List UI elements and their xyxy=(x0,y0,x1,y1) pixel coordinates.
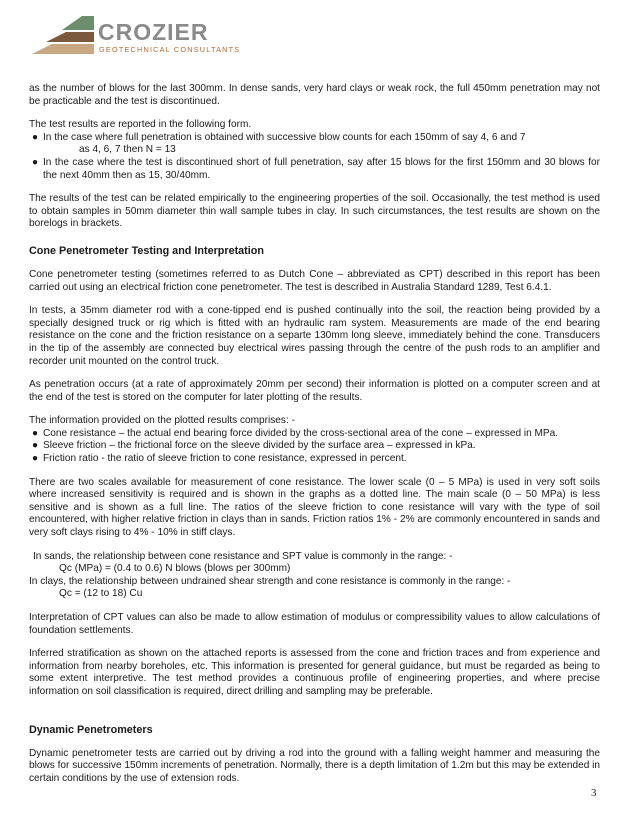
list-item-text: In the case where full penetration is obtained with successive blow counts for each 150mm of say 4, 6 and 7 xyxy=(43,131,526,143)
document-body xyxy=(29,83,600,785)
section-heading-dynamic: Dynamic Penetrometers xyxy=(29,723,153,736)
formula-clays: Qc = (12 to 18) Cu xyxy=(59,588,143,600)
list-item xyxy=(29,157,600,182)
bullet-icon: ● xyxy=(32,440,39,452)
paragraph-results-form: The test results are reported in the following form. xyxy=(29,119,252,131)
paragraph-plotted-results: The information provided on the plotted results comprises: - xyxy=(29,415,295,427)
paragraph-results-relation: The results of the test can be related empirically to the engineering properties of the soil. Occasionally, the test method is used to obtain samples in 50mm diameter thin wall sample tubes in clay. In such circumstances, the test results are shown on the borelogs in brackets. xyxy=(29,193,600,230)
paragraph-dynamic: Dynamic penetrometer tests are carried out by driving a rod into the ground with a falling weight hammer and measuring the blows for successive 150mm increments of penetration. Normally, there is a depth limitation of 1.2m but this may be extended in certain conditions by the use of extension rods. xyxy=(29,747,600,784)
logo-stripe-brown xyxy=(46,32,94,42)
paragraph-cpt-plotting: As penetration occurs (at a rate of approximately 20mm per second) their information is plotted on a computer screen and at the end of the test is stored on the computer for later plotting of the results. xyxy=(29,379,600,403)
bullet-icon: ● xyxy=(32,131,39,143)
paragraph-stratification: Inferred stratification as shown on the attached reports is assessed from the cone and friction traces and from experience and information from nearby boreholes, etc. This information is presented for general guidance, but must be regarded as being to some extent interpretive. The test method provides a continuous profile of engineering properties, and where precise information on soil classification is required, direct drilling and sampling may be preferable. xyxy=(29,648,600,697)
list-item-text: Sleeve friction – the frictional force on the sleeve divided by the surface area – expressed in kPa. xyxy=(43,440,476,452)
paragraph-cpt-intro: Cone penetrometer testing (sometimes referred to as Dutch Cone – abbreviated as CPT) described in this report has been carried out using an electrical friction cone penetrometer. The test is described in Australia Standard 1289, Test 6.4.1. xyxy=(29,268,600,293)
paragraph-clays-relation: In clays, the relationship between undrained shear strength and cone resistance is commonly in the range: - xyxy=(29,575,511,587)
list-item-text: Friction ratio - the ratio of sleeve friction to cone resistance, expressed in percent. xyxy=(43,453,407,465)
list-item-continuation: as 4, 6, 7 then N = 13 xyxy=(79,144,176,156)
company-logo xyxy=(32,14,241,58)
formula-sands: Qc (MPa) = (0.4 to 0.6) N blows (blows per 300mm) xyxy=(59,563,291,575)
logo-mark-icon xyxy=(32,14,96,56)
list-item-text: Cone resistance – the actual end bearing force divided by the cross-sectional area of the cone – expressed in MPa. xyxy=(43,427,559,439)
list-item-text: In the case where the test is discontinued short of full penetration, say after 15 blows for the first 150mm and 30 blows for the next 40mm then as 15, 30/40mm. xyxy=(43,156,600,181)
paragraph-spt-continued: as the number of blows for the last 300mm. In dense sands, very hard clays or weak rock, the full 450mm penetration may not be practicable and the test is discontinued. xyxy=(29,83,600,107)
paragraph-cpt-method: In tests, a 35mm diameter rod with a cone-tipped end is pushed continually into the soil, the reaction being provided by a specially designed truck or rig which is fitted with an hydraulic ram system. Measurements are made of the end bearing resistance on the cone and the friction resistance on a separte 130mm long sleeve, immediately behind the cone. Transducers in the tip of the assembly are connected buy electrical wires passing through the centre of the push rods to an amplifier and recorder unit mounted on the control truck. xyxy=(29,305,600,367)
logo-stripe-green xyxy=(62,16,94,30)
section-heading-cone: Cone Penetrometer Testing and Interpretation xyxy=(29,244,264,257)
logo-stripe-tan xyxy=(32,44,94,54)
list-item xyxy=(29,440,600,453)
bullet-icon: ● xyxy=(32,156,39,168)
brand-name: CROZIER xyxy=(98,19,209,45)
list-item xyxy=(29,428,600,441)
list-item xyxy=(29,132,600,145)
paragraph-interpretation: Interpretation of CPT values can also be made to allow estimation of modulus or compressibility values to allow calculations of foundation settlements. xyxy=(29,612,600,636)
list-item xyxy=(29,453,600,466)
bullet-icon: ● xyxy=(32,453,39,465)
bullet-icon: ● xyxy=(32,427,39,439)
page-number: 3 xyxy=(591,787,597,799)
paragraph-scales: There are two scales available for measurement of cone resistance. The lower scale (0 – 5 MPa) is used in very soft soils where increased sensitivity is required and is shown in the graphs as a dotted line. The main scale (0 – 50 MPa) is less sensitive and is shown as a full line. The ratios of the sleeve friction to cone resistance will vary with the type of soil encountered, with higher relative friction in clays than in sands. Friction ratios 1% - 2% are commonly encountered in sands and very soft clays rising to 4% - 10% in stiff clays. xyxy=(29,476,600,539)
paragraph-sands-relation: In sands, the relationship between cone resistance and SPT value is commonly in the range: - xyxy=(33,550,453,562)
brand-subtitle: GEOTECHNICAL CONSULTANTS xyxy=(99,45,241,54)
